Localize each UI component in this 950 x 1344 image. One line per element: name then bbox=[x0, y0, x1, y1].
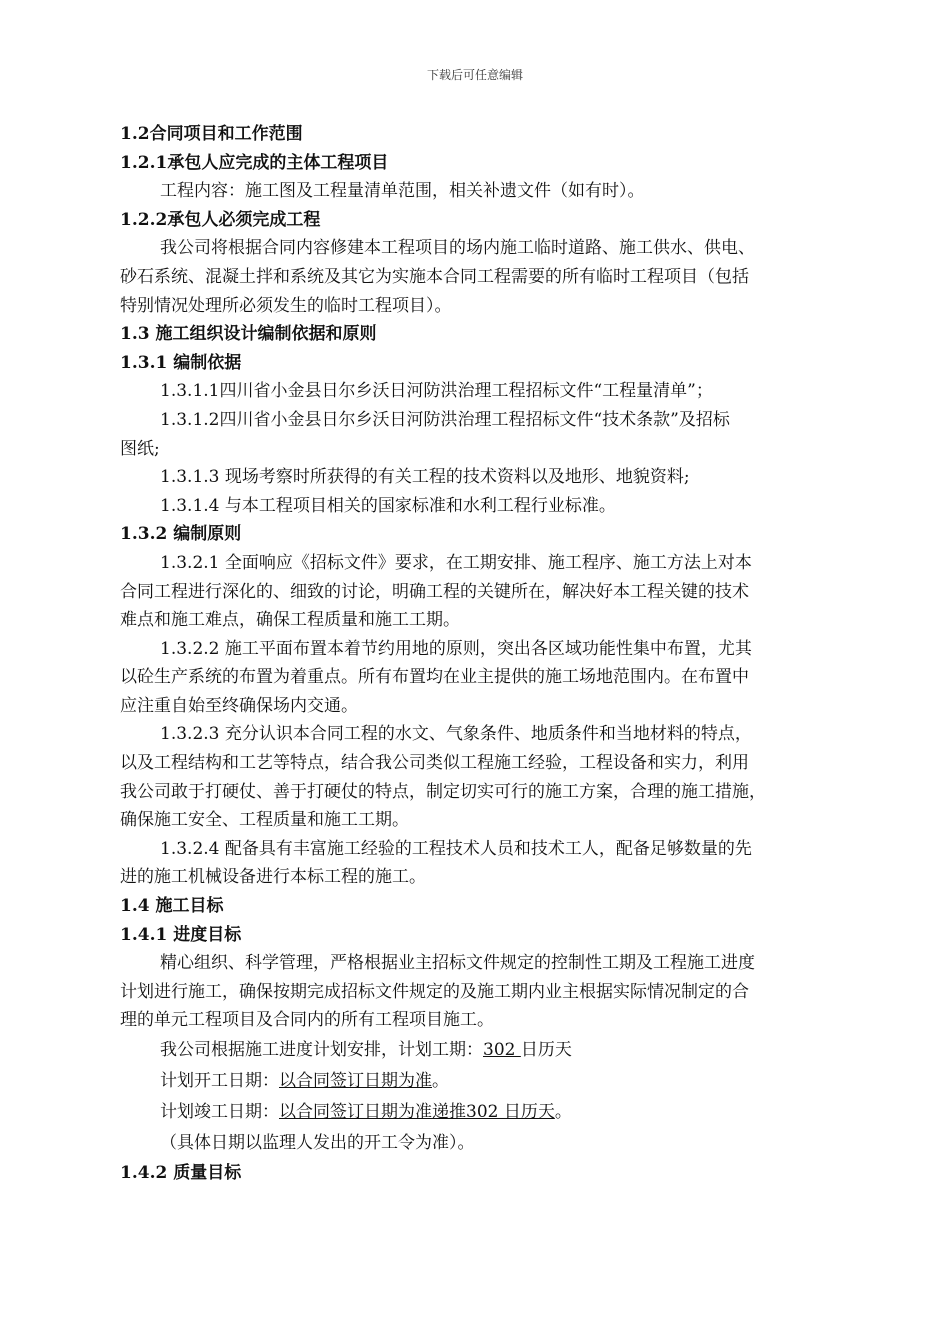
paragraph-line: 以及工程结构和工艺等特点，结合我公司类似工程施工经验，工程设备和实力，利用 bbox=[120, 753, 749, 774]
planned-duration-label: 我公司根据施工进度计划安排，计划工期： bbox=[160, 1040, 483, 1060]
planned-duration-unit: 日历天 bbox=[520, 1040, 572, 1060]
planned-finish-end: 。 bbox=[554, 1102, 572, 1122]
planned-start-label: 计划开工日期： bbox=[160, 1071, 279, 1091]
paragraph-line: 1.3.1.2四川省小金县日尔乡沃日河防洪治理工程招标文件“技术条款”及招标 bbox=[160, 409, 730, 430]
section-heading-1-3-2: 1.3.2 编制原则 bbox=[120, 524, 242, 545]
document-body bbox=[120, 120, 836, 1188]
planned-finish-value: 以合同签订日期为准递推302 日历天 bbox=[279, 1102, 555, 1122]
paragraph-line: 1.3.2.4 配备具有丰富施工经验的工程技术人员和技术工人，配备足够数量的先 bbox=[160, 838, 752, 859]
paragraph-line: 特别情况处理所必须发生的临时工程项目）。 bbox=[120, 295, 452, 316]
planned-duration-line bbox=[120, 1035, 836, 1066]
paragraph-line: 1.3.1.1四川省小金县日尔乡沃日河防洪治理工程招标文件“工程量清单”； bbox=[160, 381, 713, 402]
paragraph-line: 1.3.2.3 充分认识本合同工程的水文、气象条件、地质条件和当地材料的特点， bbox=[160, 724, 752, 745]
section-heading-1-2-2: 1.2.2承包人必须完成工程 bbox=[120, 209, 321, 230]
planned-finish-line bbox=[120, 1097, 836, 1128]
planned-duration-value: 302 bbox=[483, 1040, 521, 1060]
section-heading-1-4-1: 1.4.1 进度目标 bbox=[120, 924, 242, 945]
paragraph-line: 合同工程进行深化的、细致的讨论，明确工程的关键所在，解决好本工程关键的技术 bbox=[120, 581, 749, 602]
paragraph-line: 我公司将根据合同内容修建本工程项目的场内施工临时道路、施工供水、供电、 bbox=[160, 238, 755, 259]
section-heading-1-3-1: 1.3.1 编制依据 bbox=[120, 352, 242, 373]
paragraph-line: 进的施工机械设备进行本标工程的施工。 bbox=[120, 867, 426, 888]
paragraph-line: 1.3.1.4 与本工程项目相关的国家标准和水利工程行业标准。 bbox=[160, 495, 616, 516]
section-heading-1-2: 1.2合同项目和工作范围 bbox=[120, 124, 303, 144]
paragraph-line: 我公司敢于打硬仗、善于打硬仗的特点，制定切实可行的施工方案，合理的施工措施， bbox=[120, 781, 766, 802]
section-heading-1-3: 1.3 施工组织设计编制依据和原则 bbox=[120, 324, 377, 345]
paragraph-line: 图纸; bbox=[120, 438, 160, 459]
paragraph-line: 1.3.1.3 现场考察时所获得的有关工程的技术资料以及地形、地貌资料; bbox=[160, 467, 690, 488]
paragraph-line: 工程内容：施工图及工程量清单范围，相关补遗文件（如有时）。 bbox=[160, 181, 645, 202]
planned-start-end: 。 bbox=[432, 1071, 449, 1091]
paragraph-line: 以砼生产系统的布置为着重点。所有布置均在业主提供的施工场地范围内。在布置中 bbox=[120, 667, 749, 688]
paragraph-line: 难点和施工难点，确保工程质量和施工工期。 bbox=[120, 610, 460, 631]
page-header-note: 下载后可任意编辑 bbox=[426, 68, 523, 82]
planned-start-line bbox=[120, 1066, 836, 1097]
planned-start-value: 以合同签订日期为准 bbox=[279, 1071, 432, 1091]
section-heading-1-4-2: 1.4.2 质量目标 bbox=[120, 1163, 242, 1183]
schedule-note: （具体日期以监理人发出的开工令为准）。 bbox=[160, 1133, 475, 1153]
paragraph-line: 确保施工安全、工程质量和施工工期。 bbox=[120, 810, 409, 831]
paragraph-line: 精心组织、科学管理，严格根据业主招标文件规定的控制性工期及工程施工进度 bbox=[160, 953, 755, 974]
section-heading-1-2-1: 1.2.1承包人应完成的主体工程项目 bbox=[120, 152, 389, 173]
paragraph-line: 理的单元工程项目及合同内的所有工程项目施工。 bbox=[120, 1010, 494, 1031]
paragraph-line: 砂石系统、混凝土拌和系统及其它为实施本合同工程需要的所有临时工程项目（包括 bbox=[120, 266, 749, 287]
paragraph-line: 计划进行施工，确保按期完成招标文件规定的及施工期内业主根据实际情况制定的合 bbox=[120, 981, 749, 1002]
paragraph-line: 应注重自始至终确保场内交通。 bbox=[120, 695, 358, 716]
section-heading-1-4: 1.4 施工目标 bbox=[120, 896, 224, 917]
paragraph-line: 1.3.2.2 施工平面布置本着节约用地的原则，突出各区域功能性集中布置，尤其 bbox=[160, 638, 752, 659]
paragraph-line: 1.3.2.1 全面响应《招标文件》要求，在工期安排、施工程序、施工方法上对本 bbox=[160, 552, 752, 573]
planned-finish-label: 计划竣工日期： bbox=[160, 1102, 279, 1122]
